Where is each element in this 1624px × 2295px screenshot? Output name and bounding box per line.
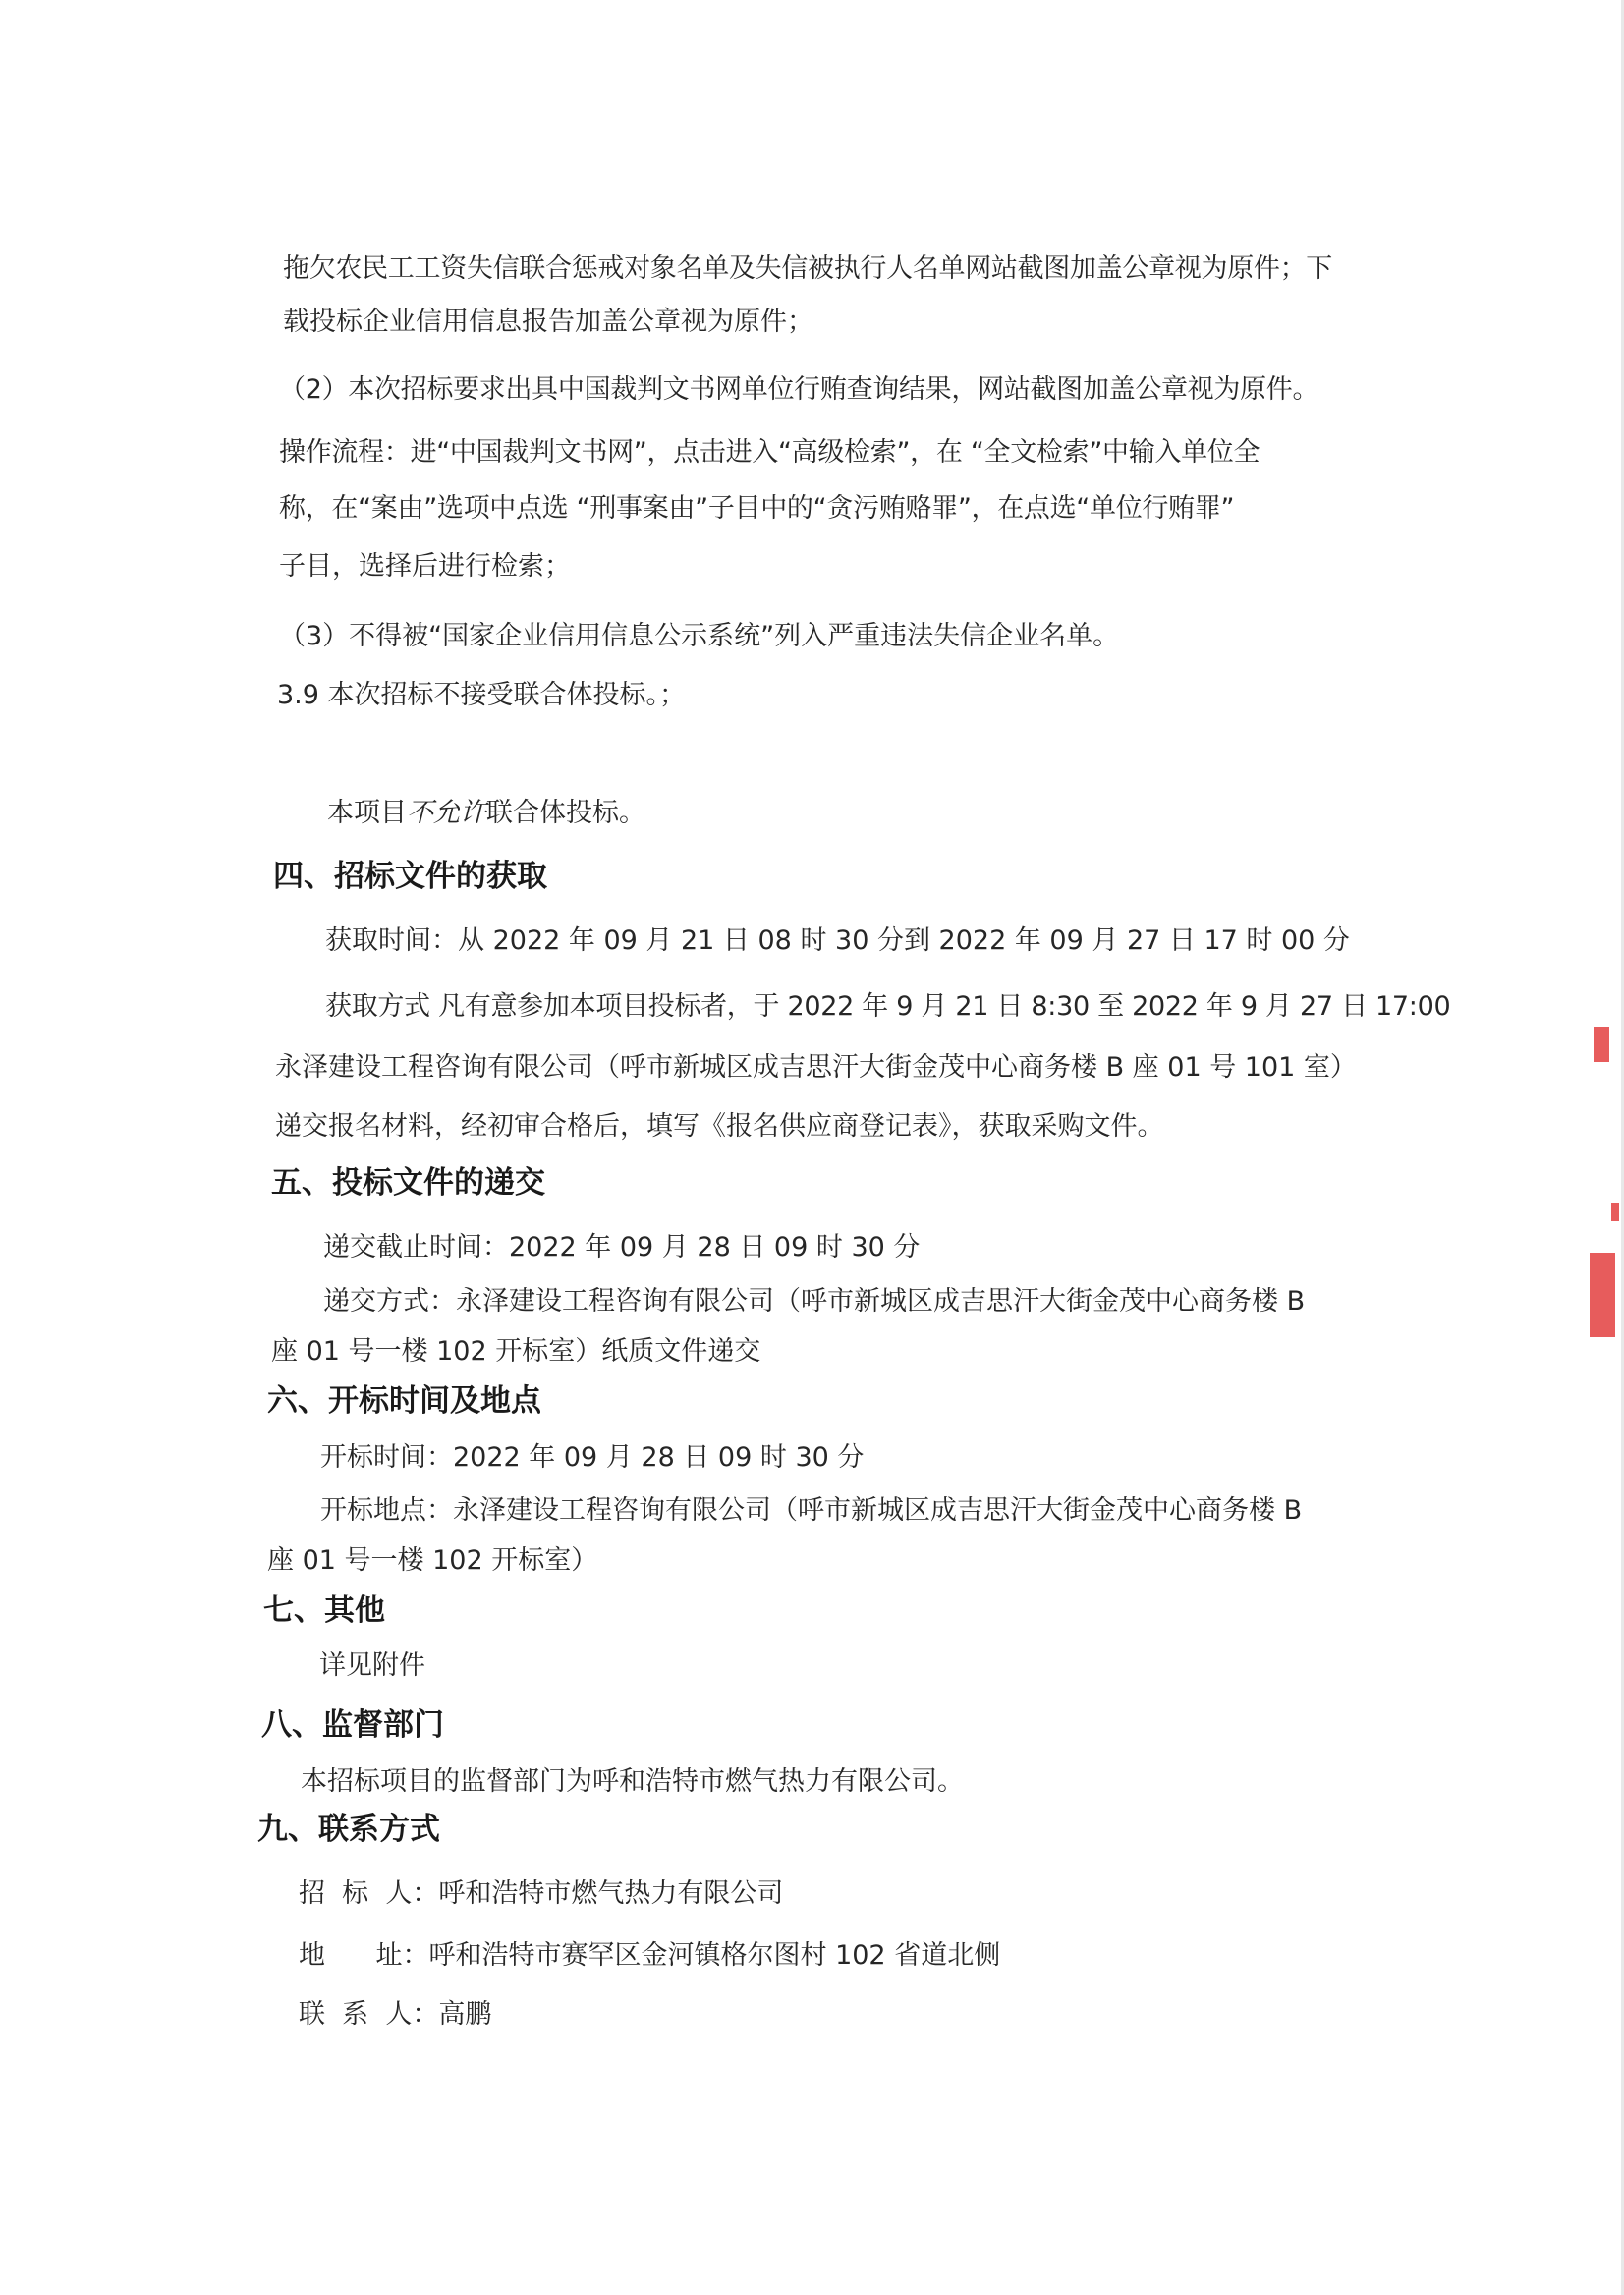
stamp-fragment-bottom	[1590, 1253, 1615, 1337]
section4-method-line2: 永泽建设工程咨询有限公司（呼市新城区成吉思汗大街金茂中心商务楼 B 座 01 号 101 室）	[275, 1052, 1357, 1083]
section5-deadline: 递交截止时间：2022 年 09 月 28 日 09 时 30 分	[323, 1232, 921, 1262]
section8-title: 八、监督部门	[261, 1707, 444, 1743]
item2-line4: 子目，选择后进行检索；	[279, 551, 571, 582]
section4-method-line3: 递交报名材料，经初审合格后，填写《报名供应商登记表》，获取采购文件。	[275, 1111, 1164, 1142]
item39-text: 3.9 本次招标不接受联合体投标。；	[277, 680, 687, 710]
section6-time: 开标时间：2022 年 09 月 28 日 09 时 30 分	[320, 1442, 865, 1473]
item3-text: （3）不得被“国家企业信用信息公示系统”列入严重违法失信企业名单。	[279, 621, 1120, 651]
section6-place-line2: 座 01 号一楼 102 开标室）	[267, 1545, 598, 1576]
contact-address: 地 址：呼和浩特市赛罕区金河镇格尔图村 102 省道北侧	[299, 1940, 1001, 1971]
joint-bid-suffix: 联合体投标。	[486, 798, 645, 828]
section4-time: 获取时间：从 2022 年 09 月 21 日 08 时 30 分到 2022 年 09 月 27 日 17 时 00 分	[325, 925, 1350, 956]
section7-title: 七、其他	[263, 1593, 385, 1628]
section4-title: 四、招标文件的获取	[273, 859, 547, 894]
section5-method-line2: 座 01 号一楼 102 开标室）纸质文件递交	[271, 1336, 761, 1367]
contact-person: 联 系 人：高鹏	[299, 1999, 492, 2030]
para1-line2: 载投标企业信用信息报告加盖公章视为原件；	[283, 307, 813, 337]
joint-bid-emphasis: 不允许	[407, 798, 486, 828]
section6-title: 六、开标时间及地点	[267, 1383, 541, 1419]
section8-text: 本招标项目的监督部门为呼和浩特市燃气热力有限公司。	[301, 1766, 964, 1797]
joint-bid-prefix: 本项目	[327, 798, 407, 828]
section5-title: 五、投标文件的递交	[271, 1165, 545, 1201]
section4-method-line1: 获取方式 凡有意参加本项目投标者，于 2022 年 9 月 21 日 8:30 至 2022 年 9 月 27 日 17:00	[325, 991, 1451, 1022]
stamp-fragment-middle	[1611, 1203, 1619, 1221]
item2-line1: （2）本次招标要求出具中国裁判文书网单位行贿查询结果，网站截图加盖公章视为原件。	[279, 374, 1319, 405]
item2-line2: 操作流程：进“中国裁判文书网”，点击进入“高级检索”，在 “全文检索”中输入单位全	[279, 437, 1260, 468]
section5-method-line1: 递交方式：永泽建设工程咨询有限公司（呼市新城区成吉思汗大街金茂中心商务楼 B	[323, 1286, 1306, 1316]
section9-title: 九、联系方式	[257, 1812, 440, 1847]
stamp-fragment-top	[1594, 1027, 1609, 1062]
para1-line1: 拖欠农民工工资失信联合惩戒对象名单及失信被执行人名单网站截图加盖公章视为原件；下	[283, 253, 1332, 284]
joint-bid-note	[327, 800, 645, 826]
item2-line3: 称，在“案由”选项中点选 “刑事案由”子目中的“贪污贿赂罪”，在点选“单位行贿罪”	[279, 493, 1235, 524]
section6-place-line1: 开标地点：永泽建设工程咨询有限公司（呼市新城区成吉思汗大街金茂中心商务楼 B	[320, 1495, 1303, 1526]
section7-text: 详见附件	[319, 1651, 425, 1681]
contact-tenderer: 招 标 人：呼和浩特市燃气热力有限公司	[299, 1878, 784, 1909]
